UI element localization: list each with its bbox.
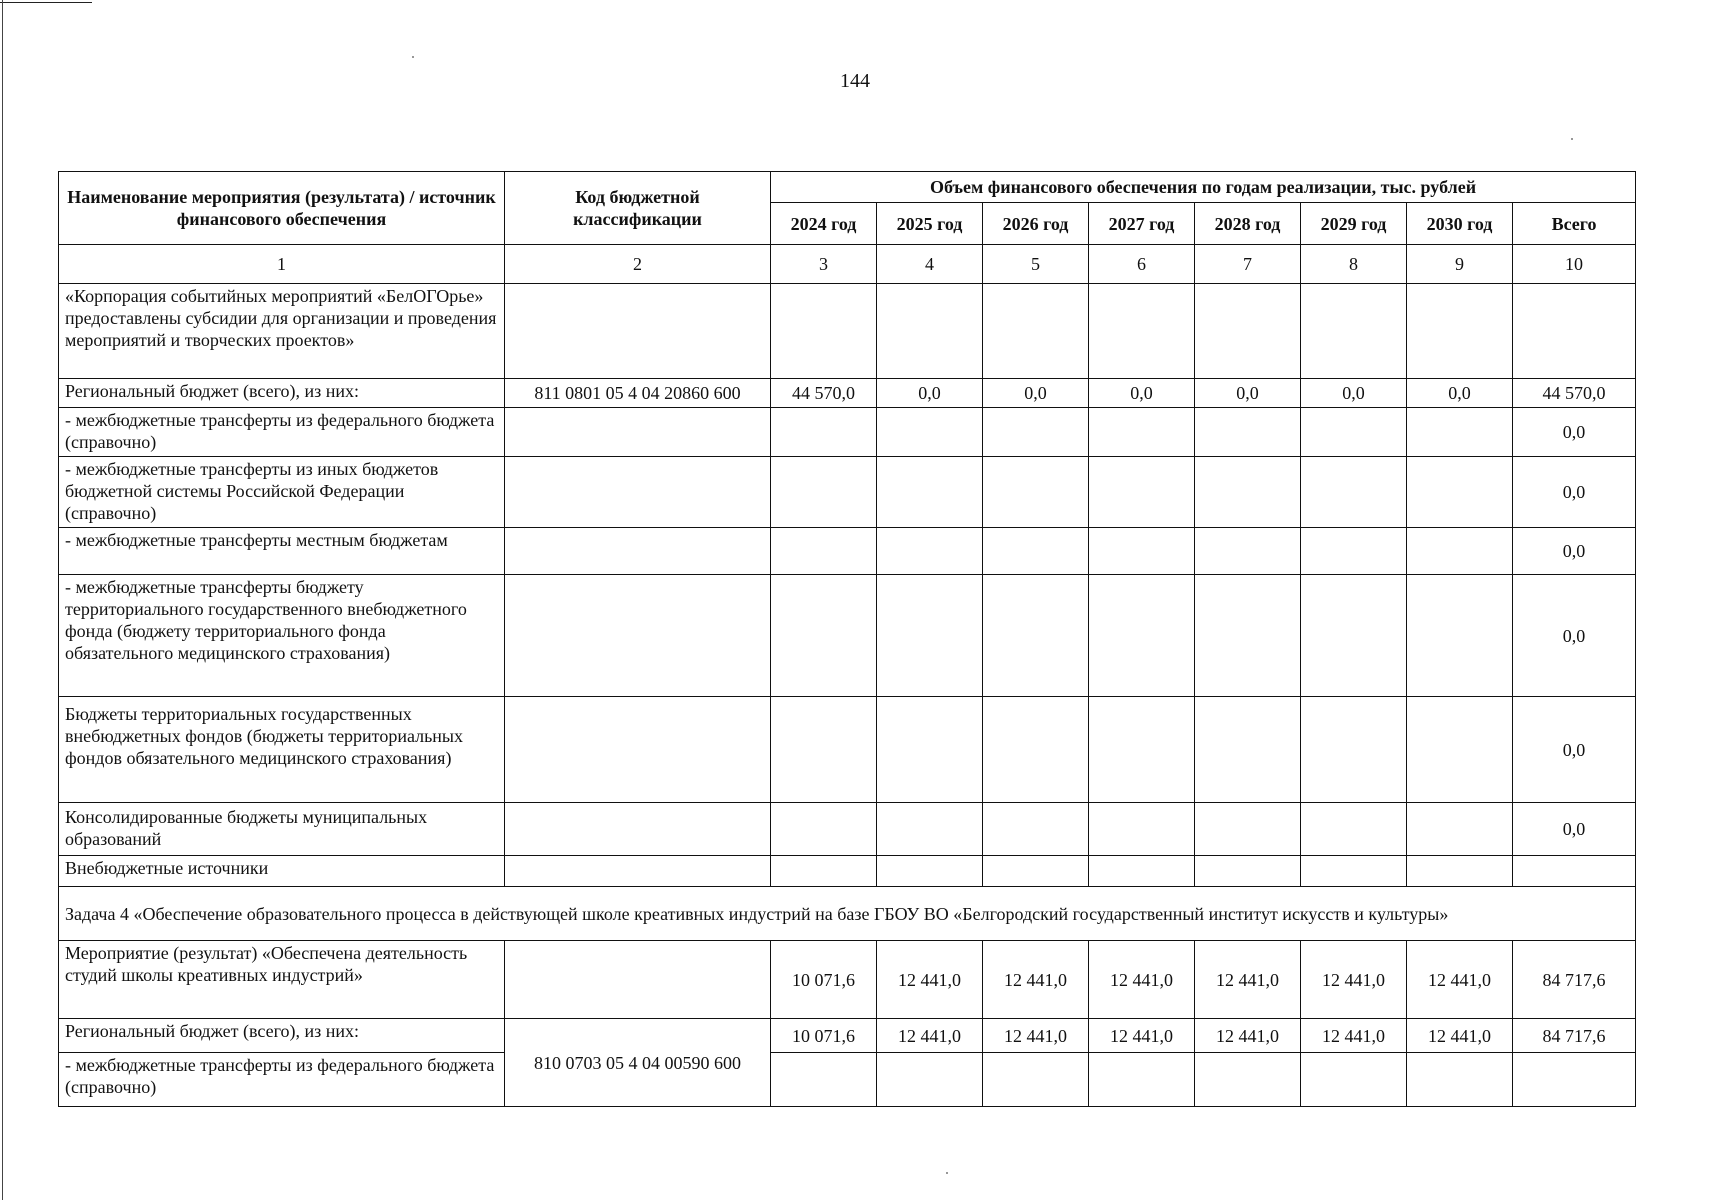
row-value [1089, 528, 1195, 575]
row-value [983, 284, 1089, 379]
table-row [59, 457, 1636, 528]
task-row [59, 887, 1636, 941]
header-year: 2026 год [983, 203, 1089, 245]
header-code: Код бюджетной классификации [505, 172, 771, 245]
row-value [1089, 284, 1195, 379]
row-value [1407, 284, 1513, 379]
row-value [1407, 457, 1513, 528]
header-year: 2028 год [1195, 203, 1301, 245]
header-name: Наименование мероприятия (результата) / источник финансового обеспечения [59, 172, 505, 245]
row-name: - межбюджетные трансферты местным бюджетам [59, 528, 505, 575]
task-title: Задача 4 «Обеспечение образовательного процесса в действующей школе креативных индустрий на базе ГБОУ ВО «Белгородский государственный институт искусств и культуры» [59, 887, 1636, 941]
row-code [505, 457, 771, 528]
column-number-row [59, 245, 1636, 284]
row-value [1407, 697, 1513, 803]
row-value: 0,0 [1089, 379, 1195, 408]
row-value [771, 457, 877, 528]
row-value [1301, 575, 1407, 697]
measure-row [59, 941, 1636, 1019]
row-value [1407, 856, 1513, 887]
row-value [771, 408, 877, 457]
row-value: 0,0 [1513, 408, 1636, 457]
row-value [983, 528, 1089, 575]
row-value [1301, 1053, 1407, 1107]
column-number: 9 [1407, 245, 1513, 284]
row-value [1301, 457, 1407, 528]
row-name: - межбюджетные трансферты из федерального бюджета (справочно) [59, 1053, 505, 1107]
row-value [983, 408, 1089, 457]
table-row [59, 856, 1636, 887]
row-value [1195, 284, 1301, 379]
row-value [983, 1053, 1089, 1107]
measure-value: 84 717,6 [1513, 941, 1636, 1019]
measure-value: 12 441,0 [1195, 941, 1301, 1019]
header-year: 2025 год [877, 203, 983, 245]
row-value [877, 575, 983, 697]
row-value [877, 457, 983, 528]
scan-speck [946, 1172, 948, 1174]
row-value [1195, 856, 1301, 887]
measure-name: Мероприятие (результат) «Обеспечена деятельность студий школы креативных индустрий» [59, 941, 505, 1019]
row-value [1513, 284, 1636, 379]
table-row [59, 697, 1636, 803]
row-value [1301, 284, 1407, 379]
row-value: 12 441,0 [983, 1019, 1089, 1053]
row-value: 0,0 [983, 379, 1089, 408]
column-number: 1 [59, 245, 505, 284]
row-value [983, 575, 1089, 697]
row-value [877, 856, 983, 887]
header-year: 2030 год [1407, 203, 1513, 245]
row-value [1195, 1053, 1301, 1107]
row-value [877, 528, 983, 575]
row-value [771, 803, 877, 856]
scan-edge-left [2, 0, 3, 1200]
row-value [877, 803, 983, 856]
row-name: «Корпорация событийных мероприятий «БелОГОрье» предоставлены субсидии для организации и проведения мероприятий и творческих проектов» [59, 284, 505, 379]
row-value [1301, 697, 1407, 803]
row-code [505, 856, 771, 887]
row-name: Консолидированные бюджеты муниципальных образований [59, 803, 505, 856]
row-value [983, 697, 1089, 803]
row-code [505, 284, 771, 379]
row-code: 810 0703 05 4 04 00590 600 [505, 1019, 771, 1107]
scan-edge-top [0, 2, 92, 3]
row-value: 12 441,0 [1407, 1019, 1513, 1053]
row-value [1089, 575, 1195, 697]
row-value [1195, 457, 1301, 528]
column-number: 2 [505, 245, 771, 284]
row-value [771, 528, 877, 575]
row-value [1513, 856, 1636, 887]
row-value [1089, 408, 1195, 457]
column-number: 4 [877, 245, 983, 284]
measure-value: 10 071,6 [771, 941, 877, 1019]
row-value: 84 717,6 [1513, 1019, 1636, 1053]
row-value [877, 284, 983, 379]
measure-value: 12 441,0 [1301, 941, 1407, 1019]
row-value [877, 408, 983, 457]
column-number: 7 [1195, 245, 1301, 284]
row-value [1195, 575, 1301, 697]
row-value [1089, 1053, 1195, 1107]
row-name: Региональный бюджет (всего), из них: [59, 379, 505, 408]
row-value [771, 1053, 877, 1107]
table-row [59, 284, 1636, 379]
row-value [771, 856, 877, 887]
header-year: 2027 год [1089, 203, 1195, 245]
row-value: 0,0 [1301, 379, 1407, 408]
row-value [1089, 803, 1195, 856]
table-row [59, 803, 1636, 856]
scan-speck [1571, 138, 1573, 140]
row-value: 12 441,0 [1301, 1019, 1407, 1053]
row-value: 0,0 [1513, 575, 1636, 697]
row-value [1089, 856, 1195, 887]
row-code [505, 528, 771, 575]
row-value: 44 570,0 [1513, 379, 1636, 408]
row-name: Бюджеты территориальных государственных внебюджетных фондов (бюджеты территориальных фондов обязательного медицинского страхования) [59, 697, 505, 803]
table-row [59, 379, 1636, 408]
header-year: 2029 год [1301, 203, 1407, 245]
row-value [1195, 803, 1301, 856]
row-value: 0,0 [1407, 379, 1513, 408]
row-value [1407, 575, 1513, 697]
column-number: 8 [1301, 245, 1407, 284]
row-value: 0,0 [1513, 528, 1636, 575]
row-value [877, 697, 983, 803]
financing-table [58, 171, 1636, 1107]
row-value [1407, 528, 1513, 575]
row-value: 12 441,0 [877, 1019, 983, 1053]
table-row [59, 528, 1636, 575]
header-year: 2024 год [771, 203, 877, 245]
row-value [1407, 408, 1513, 457]
row-value [1195, 528, 1301, 575]
measure-value: 12 441,0 [877, 941, 983, 1019]
row-code [505, 803, 771, 856]
row-value [1513, 1053, 1636, 1107]
row-value [1195, 408, 1301, 457]
row-value: 44 570,0 [771, 379, 877, 408]
scan-speck [412, 56, 414, 58]
row-value [771, 697, 877, 803]
header-total: Всего [1513, 203, 1636, 245]
row-name: Внебюджетные источники [59, 856, 505, 887]
row-name: - межбюджетные трансферты бюджету территориального государственного внебюджетного фонда (бюджету территориального фонда обязательного медицинского страхования) [59, 575, 505, 697]
row-value [1301, 528, 1407, 575]
row-value: 12 441,0 [1089, 1019, 1195, 1053]
column-number: 6 [1089, 245, 1195, 284]
row-value: 0,0 [1513, 697, 1636, 803]
column-number: 3 [771, 245, 877, 284]
measure-value: 12 441,0 [1089, 941, 1195, 1019]
row-name: - межбюджетные трансферты из иных бюджетов бюджетной системы Российской Федерации (справочно) [59, 457, 505, 528]
row-value: 0,0 [1513, 457, 1636, 528]
row-value [771, 284, 877, 379]
row-value [1301, 856, 1407, 887]
row-value: 0,0 [1513, 803, 1636, 856]
row-value: 10 071,6 [771, 1019, 877, 1053]
row-code [505, 575, 771, 697]
row-value [983, 856, 1089, 887]
header-volume: Объем финансового обеспечения по годам реализации, тыс. рублей [771, 172, 1636, 203]
row-value: 0,0 [877, 379, 983, 408]
measure-code [505, 941, 771, 1019]
row-value [1407, 803, 1513, 856]
row-value [983, 803, 1089, 856]
column-number: 5 [983, 245, 1089, 284]
row-value [877, 1053, 983, 1107]
row-value [1089, 697, 1195, 803]
table-row [59, 575, 1636, 697]
measure-value: 12 441,0 [983, 941, 1089, 1019]
column-number: 10 [1513, 245, 1636, 284]
table-row [59, 1053, 1636, 1107]
row-value [1195, 697, 1301, 803]
row-value: 0,0 [1195, 379, 1301, 408]
row-name: - межбюджетные трансферты из федерального бюджета (справочно) [59, 408, 505, 457]
row-value [771, 575, 877, 697]
page-number: 144 [840, 70, 870, 92]
row-value: 12 441,0 [1195, 1019, 1301, 1053]
row-value [1301, 408, 1407, 457]
row-value [983, 457, 1089, 528]
row-name: Региональный бюджет (всего), из них: [59, 1019, 505, 1053]
row-value [1301, 803, 1407, 856]
table-row [59, 408, 1636, 457]
row-code: 811 0801 05 4 04 20860 600 [505, 379, 771, 408]
row-code [505, 697, 771, 803]
measure-value: 12 441,0 [1407, 941, 1513, 1019]
row-value [1089, 457, 1195, 528]
row-value [1407, 1053, 1513, 1107]
row-code [505, 408, 771, 457]
table-row [59, 1019, 1636, 1053]
